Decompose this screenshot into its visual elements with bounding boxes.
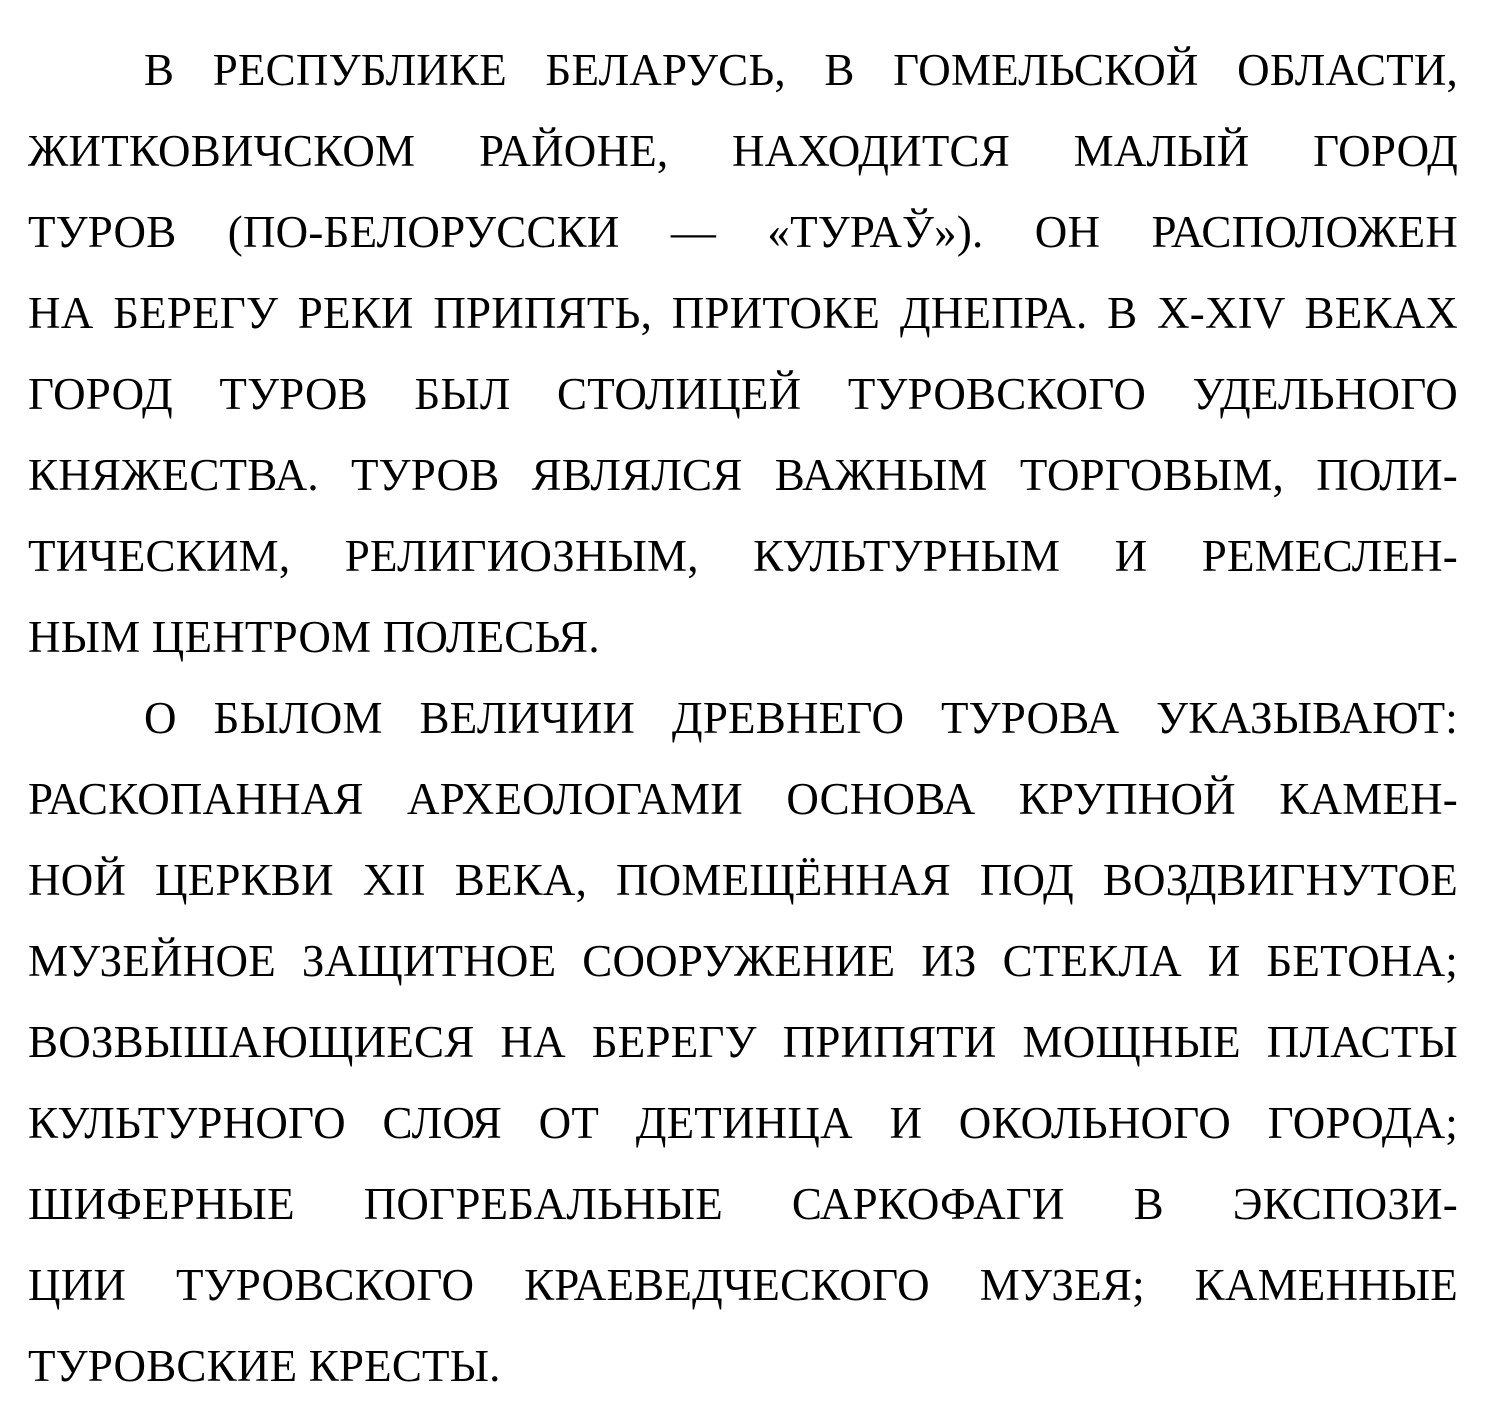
text-line: ЖИТКОВИЧСКОМ РАЙОНЕ, НАХОДИТСЯ МАЛЫЙ ГОРОД xyxy=(28,126,1458,176)
text-line: В РЕСПУБЛИКЕ БЕЛАРУСЬ, В ГОМЕЛЬСКОЙ ОБЛАСТИ, xyxy=(144,45,1458,95)
text-line: ТУРОВ (ПО-БЕЛОРУССКИ — «ТУРАЎ»). ОН РАСПОЛОЖЕН xyxy=(28,207,1458,257)
text-line: КУЛЬТУРНОГО СЛОЯ ОТ ДЕТИНЦА И ОКОЛЬНОГО ГОРОДА; xyxy=(28,1098,1458,1148)
text-line: ШИФЕРНЫЕ ПОГРЕБАЛЬНЫЕ САРКОФАГИ В ЭКСПОЗИ- xyxy=(28,1179,1458,1229)
text-line: МУЗЕЙНОЕ ЗАЩИТНОЕ СООРУЖЕНИЕ ИЗ СТЕКЛА И БЕТОНА; xyxy=(28,936,1458,986)
text-line: НЫМ ЦЕНТРОМ ПОЛЕСЬЯ. xyxy=(28,612,600,662)
text-line: ГОРОД ТУРОВ БЫЛ СТОЛИЦЕЙ ТУРОВСКОГО УДЕЛЬНОГО xyxy=(28,369,1458,419)
text-line: ВОЗВЫШАЮЩИЕСЯ НА БЕРЕГУ ПРИПЯТИ МОЩНЫЕ ПЛАСТЫ xyxy=(28,1017,1458,1067)
text-line: О БЫЛОМ ВЕЛИЧИИ ДРЕВНЕГО ТУРОВА УКАЗЫВАЮТ: xyxy=(144,693,1458,743)
text-line: НОЙ ЦЕРКВИ XII ВЕКА, ПОМЕЩЁННАЯ ПОД ВОЗДВИГНУТОЕ xyxy=(28,855,1458,905)
document-page xyxy=(28,30,1458,1407)
text-line: ЦИИ ТУРОВСКОГО КРАЕВЕДЧЕСКОГО МУЗЕЯ; КАМЕННЫЕ xyxy=(28,1260,1458,1310)
paragraph-2 xyxy=(28,678,1458,1407)
text-line: ТИЧЕСКИМ, РЕЛИГИОЗНЫМ, КУЛЬТУРНЫМ И РЕМЕСЛЕН- xyxy=(28,531,1458,581)
text-line: ТУРОВСКИЕ КРЕСТЫ. xyxy=(28,1341,501,1391)
text-line: НА БЕРЕГУ РЕКИ ПРИПЯТЬ, ПРИТОКЕ ДНЕПРА. В X-XIV ВЕКАХ xyxy=(28,288,1458,338)
text-line: КНЯЖЕСТВА. ТУРОВ ЯВЛЯЛСЯ ВАЖНЫМ ТОРГОВЫМ, ПОЛИ- xyxy=(28,450,1458,500)
text-line: РАСКОПАННАЯ АРХЕОЛОГАМИ ОСНОВА КРУПНОЙ КАМЕН- xyxy=(28,774,1458,824)
paragraph-1 xyxy=(28,30,1458,678)
